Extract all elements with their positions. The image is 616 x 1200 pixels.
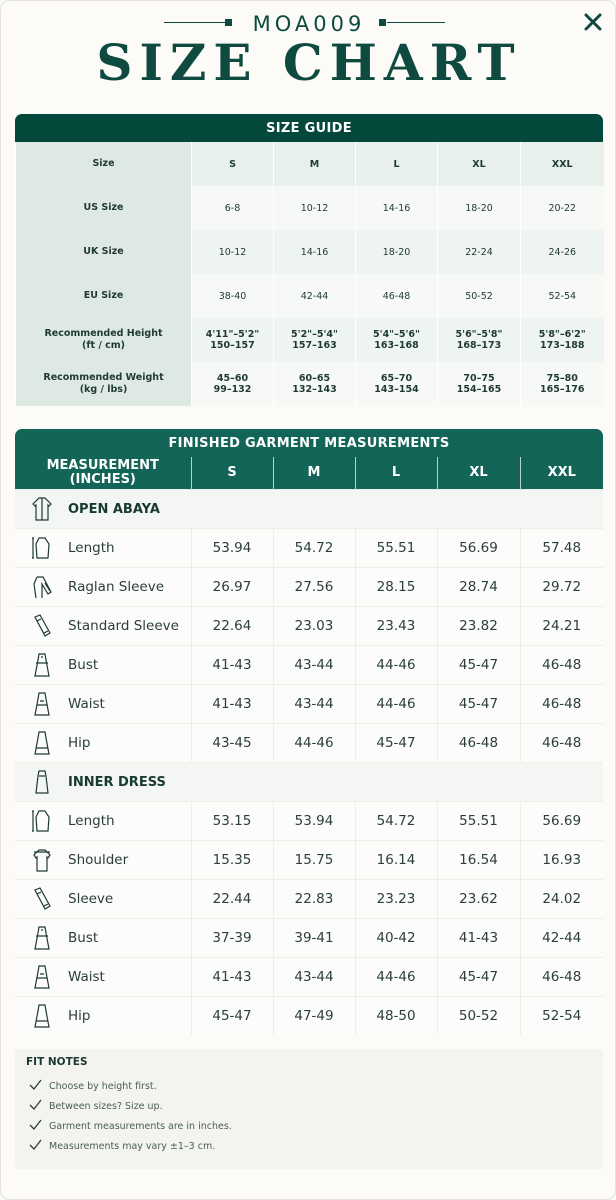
measurement-name: Length	[68, 813, 115, 829]
checkmark-icon	[29, 1099, 43, 1113]
measurement-name-cell	[15, 997, 191, 1036]
cell-line2: 157–163	[292, 340, 337, 351]
header-label-line1: MEASUREMENT	[46, 458, 159, 473]
measurement-value: 22.83	[273, 880, 355, 919]
measurement-name-cell	[15, 802, 191, 841]
measurement-value: 45-47	[191, 997, 273, 1036]
measurement-value: 44-46	[273, 724, 355, 763]
size-guide-cell	[521, 274, 604, 318]
measurement-value: 23.23	[355, 880, 437, 919]
measurement-value: 22.44	[191, 880, 273, 919]
size-guide-cell	[192, 186, 274, 230]
measurement-name-cell	[15, 607, 191, 646]
measurement-value: 43-44	[273, 958, 355, 997]
size-guide-cell	[356, 230, 438, 274]
size-guide-cell	[192, 318, 274, 362]
measurement-value: 40-42	[355, 919, 437, 958]
measurement-value: 46-48	[520, 958, 603, 997]
measurement-name-cell	[15, 958, 191, 997]
cell-line1: 70–75	[463, 373, 495, 384]
measurement-name-content	[15, 613, 191, 639]
measurement-value: 54.72	[355, 802, 437, 841]
measurement-name-cell	[15, 880, 191, 919]
measurement-name-content	[15, 925, 191, 951]
header-label-line2: (INCHES)	[69, 472, 136, 487]
measurement-value: 45-47	[355, 724, 437, 763]
size-guide-cell	[356, 274, 438, 318]
measurement-value: 43-44	[273, 685, 355, 724]
cell-line1: 10-12	[300, 202, 329, 214]
measurement-value: 56.69	[520, 802, 603, 841]
measurement-name-cell	[15, 568, 191, 607]
measurement-value: 45-47	[437, 685, 520, 724]
measurement-column-xl: XL	[437, 457, 520, 490]
measurement-value: 44-46	[355, 685, 437, 724]
measurement-name: Hip	[68, 1008, 91, 1024]
measurement-name-content	[15, 886, 191, 912]
measurement-name: Raglan Sleeve	[68, 579, 165, 595]
size-guide-row-label	[16, 230, 192, 274]
measurement-value: 24.02	[520, 880, 603, 919]
section-header-content	[15, 496, 603, 522]
size-guide-header-row	[16, 142, 604, 186]
measurement-value: 41-43	[191, 958, 273, 997]
cell-line2: 150–157	[210, 340, 255, 351]
section-header	[15, 763, 603, 802]
size-guide-cell	[438, 186, 521, 230]
size-guide-row	[16, 318, 604, 362]
section-header	[15, 490, 603, 529]
row-label-line1: Recommended Height	[44, 328, 163, 339]
cell-line1: 5'4"–5'6"	[373, 329, 420, 340]
fit-note-text: Between sizes? Size up.	[49, 1100, 163, 1112]
bust-icon	[31, 925, 53, 951]
measurement-name-content	[15, 535, 191, 561]
size-guide-cell	[192, 230, 274, 274]
section-header-row	[15, 490, 603, 529]
shoulder-icon	[31, 847, 53, 873]
checkmark-icon	[29, 1079, 43, 1093]
waist-icon	[31, 964, 53, 990]
measurement-value: 16.54	[437, 841, 520, 880]
measurement-value: 55.51	[437, 802, 520, 841]
cell-line1: 45–60	[216, 373, 249, 384]
cell-line2: 173–188	[540, 340, 585, 351]
size-guide-cell	[438, 318, 521, 362]
measurement-name-content	[15, 652, 191, 678]
measurement-value: 15.75	[273, 841, 355, 880]
measurement-row	[15, 646, 603, 685]
measurement-name: Bust	[68, 930, 99, 946]
measurement-column-s: S	[191, 457, 273, 490]
measurement-value: 41-43	[437, 919, 520, 958]
measurement-value: 16.14	[355, 841, 437, 880]
measurement-value: 54.72	[273, 529, 355, 568]
size-guide-row-label	[16, 318, 192, 362]
size-guide-row-label	[16, 362, 192, 406]
measurement-value: 48-50	[355, 997, 437, 1036]
fit-note-item	[29, 1139, 215, 1153]
measurement-value: 46-48	[520, 724, 603, 763]
cell-line1: 60–65	[298, 373, 331, 384]
cell-line1: 14-16	[382, 202, 411, 214]
section-title: INNER DRESS	[68, 774, 166, 790]
size-column-xxl: XXL	[521, 142, 604, 186]
measurement-name: Waist	[68, 969, 105, 985]
measurement-name-cell	[15, 685, 191, 724]
measurement-value: 28.15	[355, 568, 437, 607]
raglan-sleeve-icon	[31, 574, 53, 600]
measurement-value: 55.51	[355, 529, 437, 568]
size-guide-cell	[356, 362, 438, 406]
size-column-l: L	[356, 142, 438, 186]
measurement-name-content	[15, 847, 191, 873]
measurement-row	[15, 607, 603, 646]
size-column-s: S	[192, 142, 274, 186]
measurement-row	[15, 880, 603, 919]
size-column-m: M	[274, 142, 356, 186]
measurement-value: 41-43	[191, 685, 273, 724]
measurements-header-row	[15, 457, 603, 490]
size-guide-cell	[521, 318, 604, 362]
measurement-value: 46-48	[520, 685, 603, 724]
measurement-name: Hip	[68, 735, 91, 751]
size-guide-row	[16, 362, 604, 406]
measurement-value: 28.74	[437, 568, 520, 607]
size-guide-cell	[438, 362, 521, 406]
cell-line1: 20-22	[548, 202, 577, 214]
measurement-value: 44-46	[355, 646, 437, 685]
size-guide-cell	[521, 230, 604, 274]
cell-line2: 168–173	[456, 340, 502, 351]
cell-line1: 18-20	[382, 246, 411, 258]
measurement-row	[15, 685, 603, 724]
measurement-column-l: L	[355, 457, 437, 490]
size-guide-cell	[521, 186, 604, 230]
measurement-name-cell	[15, 529, 191, 568]
section-header-content	[15, 769, 603, 795]
cell-line2: 143–154	[374, 384, 419, 395]
measurement-name-content	[15, 691, 191, 717]
row-label-line1: US Size	[83, 202, 124, 213]
cell-line1: 5'6"–5'8"	[455, 329, 503, 340]
cell-line1: 75–80	[546, 373, 578, 384]
measurement-value: 57.48	[520, 529, 603, 568]
dress-icon	[31, 769, 53, 795]
measurement-value: 52-54	[520, 997, 603, 1036]
measurement-header-label	[15, 457, 191, 490]
cell-line1: 14-16	[300, 246, 329, 258]
measurement-value: 43-44	[273, 646, 355, 685]
measurement-value: 47-49	[273, 997, 355, 1036]
measurement-value: 45-47	[437, 958, 520, 997]
measurement-column-m: M	[273, 457, 355, 490]
measurement-row	[15, 841, 603, 880]
measurement-value: 27.56	[273, 568, 355, 607]
measurement-name: Length	[68, 540, 115, 556]
measurement-value: 24.21	[520, 607, 603, 646]
measurement-value: 41-43	[191, 646, 273, 685]
cell-line2: 99–132	[213, 384, 252, 395]
waist-icon	[31, 691, 53, 717]
size-guide-cell	[274, 318, 356, 362]
measurement-value: 53.15	[191, 802, 273, 841]
size-guide-cell	[356, 318, 438, 362]
measurement-value: 43-45	[191, 724, 273, 763]
measurement-value: 22.64	[191, 607, 273, 646]
size-guide-cell	[521, 362, 604, 406]
fit-note-item	[29, 1099, 163, 1113]
measurement-value: 53.94	[191, 529, 273, 568]
row-label-line2: (ft / cm)	[82, 340, 125, 351]
size-guide-cell	[192, 362, 274, 406]
measurement-value: 56.69	[437, 529, 520, 568]
close-button[interactable]	[579, 8, 607, 36]
measurement-name-cell	[15, 724, 191, 763]
measurement-row	[15, 724, 603, 763]
cell-line1: 5'8"–6'2"	[538, 329, 586, 340]
size-guide-cell	[274, 186, 356, 230]
cell-line2: 132–143	[292, 384, 337, 395]
measurement-value: 23.82	[437, 607, 520, 646]
measurement-row	[15, 802, 603, 841]
size-guide-row	[16, 274, 604, 318]
length-icon	[31, 808, 53, 834]
abaya-icon	[31, 496, 53, 522]
measurement-value: 23.62	[437, 880, 520, 919]
size-guide-cell	[274, 274, 356, 318]
fit-note-item	[29, 1119, 232, 1133]
measurement-value: 45-47	[437, 646, 520, 685]
cell-line1: 22-24	[465, 246, 493, 258]
size-guide-cell	[274, 362, 356, 406]
measurement-value: 53.94	[273, 802, 355, 841]
fit-note-text: Choose by height first.	[49, 1080, 157, 1092]
measurement-value: 15.35	[191, 841, 273, 880]
measurement-name: Shoulder	[68, 852, 129, 868]
cell-line1: 18-20	[465, 202, 493, 214]
measurement-name: Standard Sleeve	[68, 618, 179, 634]
measurement-value: 46-48	[437, 724, 520, 763]
measurement-row	[15, 529, 603, 568]
cell-line1: 42-44	[300, 290, 329, 302]
row-label-line1: UK Size	[83, 246, 124, 257]
measurement-value: 44-46	[355, 958, 437, 997]
cell-line1: 38-40	[218, 290, 247, 302]
size-guide-row-label	[16, 186, 192, 230]
divider-line-right	[387, 22, 445, 23]
fit-notes-title: FIT NOTES	[26, 1056, 88, 1068]
measurement-row	[15, 919, 603, 958]
product-code: MOA009	[252, 12, 366, 36]
bust-icon	[31, 652, 53, 678]
measurement-value: 39-41	[273, 919, 355, 958]
cell-line1: 50-52	[465, 290, 493, 302]
cell-line2: 163–168	[374, 340, 419, 351]
size-guide-cell	[438, 230, 521, 274]
cell-line1: 4'11"–5'2"	[205, 329, 260, 340]
measurement-name-content	[15, 574, 191, 600]
hip-icon	[31, 730, 53, 756]
fit-note-item	[29, 1079, 157, 1093]
row-label-line1: EU Size	[83, 290, 124, 301]
size-guide-row	[16, 230, 604, 274]
cell-line2: 154–165	[456, 384, 502, 395]
hip-icon	[31, 1003, 53, 1029]
measurement-value: 29.72	[520, 568, 603, 607]
measurement-row	[15, 997, 603, 1036]
measurement-value: 50-52	[437, 997, 520, 1036]
section-header-row	[15, 763, 603, 802]
measurement-name-cell	[15, 841, 191, 880]
cell-line1: 10-12	[218, 246, 247, 258]
size-column-xl: XL	[438, 142, 521, 186]
size-guide-cell	[438, 274, 521, 318]
cell-line1: 24-26	[548, 246, 577, 258]
sleeve-icon	[31, 886, 53, 912]
measurement-value: 23.43	[355, 607, 437, 646]
checkmark-icon	[29, 1139, 43, 1153]
page-title: SIZE CHART	[96, 33, 522, 92]
size-guide-banner: SIZE GUIDE	[15, 114, 603, 142]
measurement-value: 16.93	[520, 841, 603, 880]
measurement-name-content	[15, 808, 191, 834]
cell-line1: 6-8	[224, 202, 241, 214]
fit-note-text: Garment measurements are in inches.	[49, 1120, 232, 1132]
close-icon	[584, 13, 602, 31]
measurement-row	[15, 958, 603, 997]
measurements-table	[15, 457, 603, 1035]
size-guide-cell	[274, 230, 356, 274]
measurement-value: 42-44	[520, 919, 603, 958]
cell-line1: 46-48	[382, 290, 411, 302]
measurement-name-content	[15, 1003, 191, 1029]
measurement-name: Sleeve	[68, 891, 114, 907]
divider-dot-right	[379, 19, 386, 26]
measurement-row	[15, 568, 603, 607]
measurement-value: 37-39	[191, 919, 273, 958]
section-title: OPEN ABAYA	[68, 501, 160, 517]
checkmark-icon	[29, 1119, 43, 1133]
fit-notes	[15, 1049, 603, 1169]
measurement-name-content	[15, 730, 191, 756]
length-icon	[31, 535, 53, 561]
size-guide-cell	[192, 274, 274, 318]
size-guide-row-label	[16, 274, 192, 318]
size-header-label: Size	[16, 142, 192, 186]
size-guide-table	[15, 142, 604, 406]
measurement-value: 23.03	[273, 607, 355, 646]
measurement-value: 26.97	[191, 568, 273, 607]
measurement-value: 46-48	[520, 646, 603, 685]
size-guide-row	[16, 186, 604, 230]
measurement-name-content	[15, 964, 191, 990]
measurement-name-cell	[15, 919, 191, 958]
cell-line1: 52-54	[548, 290, 577, 302]
sleeve-icon	[31, 613, 53, 639]
row-label-line1: Recommended Weight	[43, 372, 164, 383]
cell-line2: 165–176	[540, 384, 585, 395]
cell-line1: 5'2"–5'4"	[291, 329, 338, 340]
row-label-line2: (kg / lbs)	[79, 384, 128, 395]
measurements-banner: FINISHED GARMENT MEASUREMENTS	[15, 429, 603, 457]
measurement-name-cell	[15, 646, 191, 685]
measurement-name: Bust	[68, 657, 99, 673]
cell-line1: 65–70	[380, 373, 413, 384]
measurement-name: Waist	[68, 696, 105, 712]
fit-note-text: Measurements may vary ±1–3 cm.	[49, 1140, 216, 1152]
size-guide-cell	[356, 186, 438, 230]
measurement-column-xxl: XXL	[520, 457, 603, 490]
